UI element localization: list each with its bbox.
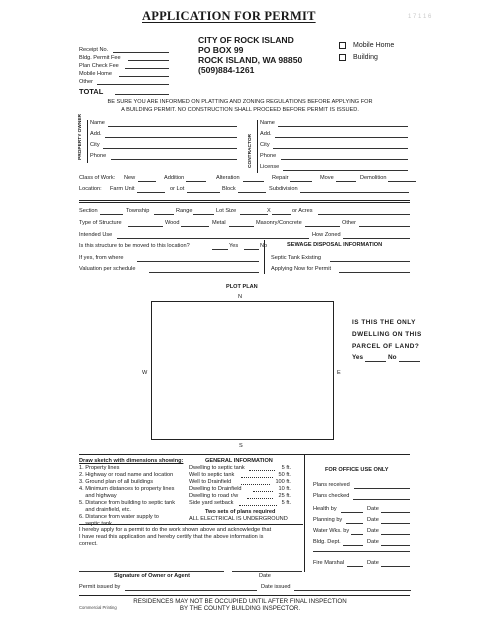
plan-check-field[interactable]: Plan Check Fee — [79, 63, 169, 70]
lot-size-x-field[interactable]: X — [267, 208, 291, 216]
stamp-text: 1 7 1 1 6 — [408, 14, 432, 20]
planning-date-field[interactable]: Date — [367, 517, 410, 525]
plans-received-field[interactable]: Plans received — [313, 482, 410, 490]
fire-marshal-field[interactable]: Fire Marshal — [313, 560, 363, 568]
lot-size-field[interactable]: Lot Size — [216, 208, 268, 216]
signature-label: Signature of Owner or Agent — [114, 573, 190, 579]
general-info-rows — [189, 465, 291, 507]
sketch-item: and highway — [79, 493, 117, 499]
plot-north: N — [238, 294, 243, 300]
owner-address-field[interactable]: Add. — [90, 131, 237, 139]
plot-west: W — [142, 370, 148, 376]
masonry-field[interactable]: Masonry/Concrete — [256, 220, 340, 228]
acres-field[interactable]: or Acres — [292, 208, 410, 216]
certify-line-2: I have read this application and hereby certify that the above information is — [79, 534, 264, 540]
bldg-date-field[interactable]: Date — [367, 539, 410, 547]
city-address: ROCK ISLAND, WA 98850 — [198, 55, 303, 65]
contractor-name-field[interactable]: Name — [260, 120, 408, 128]
general-info-row: Well to Drainfield 100 ft. — [189, 479, 291, 485]
footer-line-1: RESIDENCES MAY NOT BE OCCUPIED UNTIL AFTER FINAL INSPECTION — [133, 598, 347, 605]
work-repair-field[interactable]: Repair — [272, 175, 312, 183]
certify-line-3: correct. — [79, 541, 98, 547]
mobile-home-label: Mobile Home — [353, 42, 395, 49]
receipt-field[interactable]: Receipt No. — [79, 47, 169, 54]
lot-field[interactable]: or Lot — [170, 186, 220, 194]
location-label: Location: — [79, 186, 102, 192]
valuation-field[interactable]: Valuation per schedule — [79, 266, 259, 274]
farm-unit-field[interactable]: Farm Unit — [110, 186, 165, 194]
work-new-field[interactable]: New — [124, 175, 156, 183]
notice-line-1: BE SURE YOU ARE INFORMED ON PLATTING AND ZONING REGULATIONS BEFORE APPLYING FOR — [107, 99, 373, 105]
moved-no-field[interactable]: No — [244, 243, 274, 251]
range-field[interactable]: Range — [176, 208, 214, 216]
other-fee-field[interactable]: Other — [79, 79, 169, 86]
sketch-item: 2. Highway or road name and location — [79, 472, 174, 478]
general-info-row: Side yard setback 5 ft. — [189, 500, 291, 506]
metal-field[interactable]: Metal — [212, 220, 254, 228]
water-wks-field[interactable]: Water Wks. by — [313, 528, 363, 536]
sewage-title: SEWAGE DISPOSAL INFORMATION — [287, 242, 383, 248]
mobile-fee-field[interactable]: Mobile Home — [79, 71, 169, 78]
section-field[interactable]: Section — [79, 208, 123, 216]
moved-yes-field[interactable]: Yes — [212, 243, 242, 251]
septic-existing-field[interactable]: Septic Tank Existing — [271, 255, 410, 263]
mobile-home-checkbox[interactable] — [339, 42, 346, 49]
plot-plan-title: PLOT PLAN — [226, 284, 258, 290]
footer-line-2: BY THE COUNTY BUILDING INSPECTOR. — [179, 605, 301, 612]
subdivision-field[interactable]: Subdivision — [269, 186, 409, 194]
work-alteration-field[interactable]: Alteration — [216, 175, 264, 183]
health-date-field[interactable]: Date — [367, 506, 410, 514]
office-use-title: FOR OFFICE USE ONLY — [325, 467, 389, 473]
general-info-row: Dwelling to Drainfield 10 ft. — [189, 486, 291, 492]
how-zoned-field[interactable]: How Zoned — [312, 232, 410, 240]
fire-date-field[interactable]: Date — [367, 560, 410, 568]
city-name: CITY OF ROCK ISLAND — [198, 35, 294, 45]
building-label: Building — [353, 54, 378, 61]
bldg-dept-field[interactable]: Bldg. Dept. — [313, 539, 363, 547]
township-field[interactable]: Township — [126, 208, 174, 216]
wood-field[interactable]: Wood — [165, 220, 209, 228]
sketch-item: 4. Minimum distances to property lines — [79, 486, 175, 492]
only-dwelling-yes[interactable]: Yes — [352, 354, 386, 363]
electrical-underground: ALL ELECTRICAL IS UNDERGROUND — [189, 516, 288, 522]
date-issued-field[interactable]: Date issued — [261, 584, 411, 592]
plans-checked-field[interactable]: Plans checked — [313, 493, 410, 501]
owner-city-field[interactable]: City — [90, 142, 237, 150]
work-move-field[interactable]: Move — [320, 175, 356, 183]
contractor-license-field[interactable]: License — [260, 164, 408, 172]
general-info-row: Dwelling to road r/w 25 ft. — [189, 493, 291, 499]
general-info-row: Dwelling to septic tank 5 ft. — [189, 465, 291, 471]
sketch-items — [79, 465, 175, 528]
planning-by-field[interactable]: Planning by — [313, 517, 363, 525]
sketch-item: 6. Distance from water supply to — [79, 514, 159, 520]
block-field[interactable]: Block — [222, 186, 266, 194]
class-of-work-label: Class of Work: — [79, 175, 116, 181]
total-field[interactable]: TOTAL — [79, 87, 169, 96]
po-box: PO BOX 99 — [198, 45, 244, 55]
water-date-field[interactable]: Date — [367, 528, 410, 536]
contractor-city-field[interactable]: City — [260, 142, 408, 150]
permit-issued-field[interactable]: Permit issued by — [79, 584, 257, 592]
building-checkbox[interactable] — [339, 54, 346, 61]
sketch-item: septic tank — [79, 521, 112, 527]
other-structure-field[interactable]: Other — [342, 220, 410, 228]
contractor-side-label: CONTRACTOR — [248, 133, 253, 168]
moved-question: Is this structure to be moved to this location? — [79, 243, 190, 249]
owner-phone-field[interactable]: Phone — [90, 153, 237, 161]
printer-credit: Commercial Printing — [79, 605, 117, 610]
plans-required: Two sets of plans required — [205, 509, 276, 515]
general-info-title: GENERAL INFORMATION — [205, 458, 273, 464]
plot-south: S — [239, 443, 243, 449]
health-by-field[interactable]: Health by — [313, 506, 363, 514]
applying-now-field[interactable]: Applying Now for Permit — [271, 266, 410, 274]
only-dwelling-q3: PARCEL OF LAND? — [352, 343, 420, 350]
city-phone: (509)884-1261 — [198, 65, 255, 75]
plot-east: E — [337, 370, 341, 376]
sketch-title: Draw sketch with dimensions showing: — [79, 458, 184, 464]
sketch-item: and drainfield, etc. — [79, 507, 131, 513]
plot-plan-area[interactable] — [151, 301, 334, 440]
general-info-row: Well to septic tank 50 ft. — [189, 472, 291, 478]
notice-line-2: A BUILDING PERMIT. NO CONSTRUCTION SHALL PROCEED BEFORE PERMIT IS ISSUED. — [121, 107, 359, 113]
certify-line-1: I hereby apply for a permit to do the work shown above and acknowledge that — [79, 527, 272, 533]
if-yes-from-field[interactable]: If yes, from where — [79, 255, 259, 263]
owner-name-field[interactable]: Name — [90, 120, 237, 128]
signature-date-line[interactable] — [232, 571, 302, 572]
sketch-item: 5. Distance from building to septic tank — [79, 500, 176, 506]
form-title: APPLICATION FOR PERMIT — [142, 9, 316, 23]
office-blank-line[interactable] — [313, 551, 410, 552]
sketch-item: 3. Ground plan of all buildings — [79, 479, 154, 485]
only-dwelling-q1: IS THIS THE ONLY — [352, 319, 416, 326]
signature-date-label: Date — [259, 573, 271, 579]
sketch-item: 1. Property lines — [79, 465, 120, 471]
only-dwelling-no[interactable]: No — [388, 354, 420, 363]
owner-side-label: PROPERTY OWNER — [78, 113, 83, 160]
work-addition-field[interactable]: Addition — [164, 175, 206, 183]
contractor-address-field[interactable]: Add. — [260, 131, 408, 139]
work-demolition-field[interactable]: Demolition — [360, 175, 416, 183]
structure-type-field[interactable]: Type of Structure — [79, 220, 163, 228]
signature-line[interactable] — [79, 571, 224, 572]
only-dwelling-q2: DWELLING ON THIS — [352, 331, 422, 338]
intended-use-field[interactable]: Intended Use — [79, 232, 309, 240]
contractor-phone-field[interactable]: Phone — [260, 153, 408, 161]
bldg-fee-field[interactable]: Bldg. Permit Fee — [79, 55, 169, 62]
